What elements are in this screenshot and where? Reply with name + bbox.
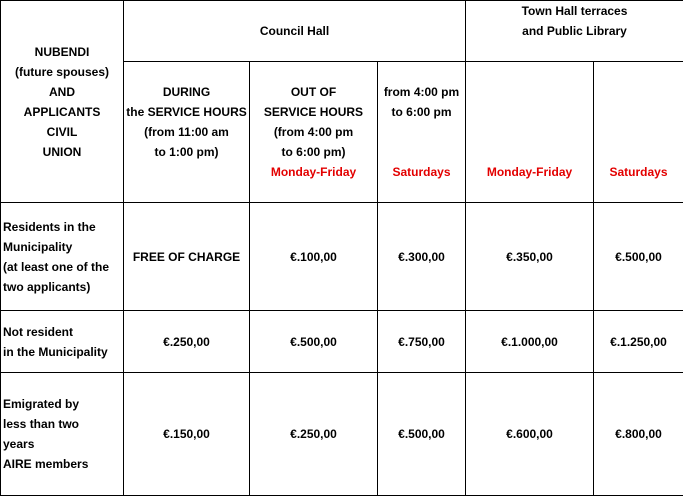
out-of-header-line: OUT OF [252,82,375,102]
row-label-line: AIRE members [3,454,121,474]
during-service-hours-header [124,62,250,203]
council-hall-header [124,1,466,62]
spacer [380,142,463,162]
town-hall-header [466,1,683,62]
row-label-line: Residents in the [3,217,121,237]
monday-friday-label: Monday-Friday [468,162,591,182]
row-label-line: (at least one of the [3,257,121,277]
fee-cell: €.750,00 [378,311,466,373]
fee-cell: €.1.250,00 [594,311,683,373]
fee-cell: €.350,00 [466,203,594,311]
fee-cell: €.250,00 [124,311,250,373]
applicants-header-line: UNION [3,142,121,162]
fee-cell: €.600,00 [466,373,594,496]
fee-cell: FREE OF CHARGE [124,203,250,311]
applicants-header-line: APPLICANTS [3,102,121,122]
out-of-header-line: (from 4:00 pm [252,122,375,142]
applicants-header-line: CIVIL [3,122,121,142]
applicants-header-line: (future spouses) [3,62,121,82]
spacer [380,122,463,142]
row-label-line: years [3,434,121,454]
town-hall-label-line: Town Hall terraces [468,1,681,21]
during-header-line: (from 11:00 am [126,122,247,142]
row-label-line: two applicants) [3,277,121,297]
applicants-header-cell [1,1,124,203]
saturdays-label: Saturdays [596,162,681,182]
fee-cell: €.800,00 [594,373,683,496]
row-label-line: in the Municipality [3,342,121,362]
during-header-line: DURING [126,82,247,102]
fee-cell: €.500,00 [250,311,378,373]
saturday-time-line: from 4:00 pm [380,82,463,102]
row-label-line: Not resident [3,322,121,342]
fee-cell: €.500,00 [378,373,466,496]
during-header-line: to 1:00 pm) [126,142,247,162]
out-of-header-line: to 6:00 pm) [252,142,375,162]
header-row-venues [1,1,683,62]
row-label-cell [1,311,124,373]
saturday-council-header [378,62,466,203]
fee-cell: €.500,00 [594,203,683,311]
fee-cell: €.150,00 [124,373,250,496]
saturday-time-line: to 6:00 pm [380,102,463,122]
out-of-service-hours-header [250,62,378,203]
town-hall-weekday-header [466,62,594,203]
fee-cell: €.100,00 [250,203,378,311]
table-row [1,311,683,373]
applicants-header-line: NUBENDI [3,42,121,62]
applicants-header-line: AND [3,82,121,102]
during-header-line: the SERVICE HOURS [126,102,247,122]
row-label-line: Emigrated by [3,394,121,414]
row-label-line: less than two [3,414,121,434]
row-label-cell [1,203,124,311]
fee-cell: €.1.000,00 [466,311,594,373]
fee-cell: €.300,00 [378,203,466,311]
table-row [1,373,683,496]
row-label-cell [1,373,124,496]
monday-friday-label: Monday-Friday [252,162,375,182]
town-hall-saturday-header [594,62,683,203]
town-hall-label-line: and Public Library [468,21,681,41]
fee-cell: €.250,00 [250,373,378,496]
row-label-line: Municipality [3,237,121,257]
table-row [1,203,683,311]
council-hall-label: Council Hall [260,24,329,38]
saturdays-label: Saturdays [380,162,463,182]
out-of-header-line: SERVICE HOURS [252,102,375,122]
